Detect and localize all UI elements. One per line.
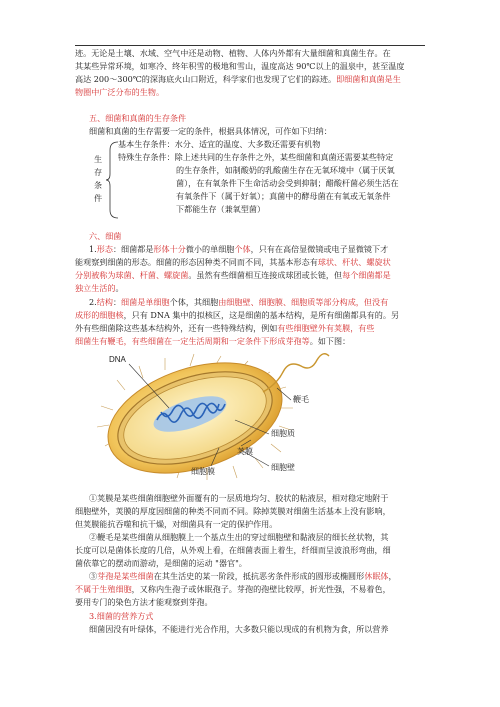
- intro-line-2: 其某些异常环境，如寒冷、终年积雪的极地和雪山，温度高达 90℃以上的温泉中，甚至温度: [75, 61, 405, 71]
- structure-paragraph: 2.结构：细菌是单细胞个体，其细胞由细胞壁、细胞膜、细胞质等部分构成，但没有 成形的细胞核，只有 DNA 集中的拟核区，这是细菌的基本结构，是所有细菌都具有的。另 外有些细菌除这些基本结构外，还有一些特殊结构，例如有些细胞壁外有荚膜，有些 细菌生有鞭毛，有些细菌在一定生活周期和一定条件下形成芽孢等。如下图：: [75, 297, 400, 346]
- basic-condition: 基本生存条件：水分、适宜的温度、大多数还需要有机物: [118, 139, 321, 149]
- nutrition-title: 3.细菌的营养方式: [89, 611, 154, 621]
- note-capsule: ①荚膜是某些细菌细胞壁外面覆有的一层质地均匀、胶状的粘液层，相对稳定地附于 细胞壁外，荚膜的厚度因细菌的种类不同而不同。除掉荚膜对细菌生活基本上没有影响， 但荚膜能抗吞噬和抗干燥，对细菌具有一定的保护作用。: [75, 493, 391, 529]
- top-rule: [75, 45, 425, 46]
- label-membrane: 细胞膜: [191, 467, 215, 476]
- special-condition-4: 有氧条件下（属于好氧）；真菌中的酵母菌在有氧或无氧条件: [176, 191, 391, 201]
- label-capsule: 荚膜: [237, 447, 253, 456]
- shape-paragraph: 1.形态：细菌都是形体十分微小的单细胞个体，只有在高倍显微镜或电子显微镜下才 能观察到细菌的形态。细菌的形态因种类不同而不同，其基本形态有球状、杆状、螺旋状 分别被称为球菌、杆菌、螺旋菌。虽然有些细菌相互连接成球团或长链，但每个细菌都是 独立生活的。: [75, 244, 391, 293]
- special-condition-2: 的生存条件，如制酸奶的乳酸菌生存在无氧环境中（属于厌氧: [176, 165, 395, 175]
- nutrition-line-1: 细菌因没有叶绿体，不能进行光合作用，大多数只能以现成的有机物为食，所以营养: [89, 624, 389, 634]
- note-spore: ③芽孢是某些细菌在其生活史的某一阶段，抵抗恶劣条件形成的圆形或椭圆形休眠体， 不属于生殖细胞，又称内生孢子或休眠孢子。芽孢的孢壁比较厚，折光性强，不易着色， 要用专门的染色方法才能观察到芽孢。: [75, 571, 397, 607]
- label-dna: DNA: [109, 355, 126, 364]
- section5-lead: 细菌和真菌的生存需要一定的条件，根据具体情况，可作如下归纳：: [89, 126, 332, 136]
- brace-label: 生 存 条 件: [94, 154, 103, 203]
- intro-paragraph: [75, 47, 425, 99]
- intro-line-4: 物圈中广泛分布的生物。: [75, 87, 165, 97]
- label-flagellum: 鞭毛: [293, 395, 309, 404]
- special-condition-1: 特殊生存条件：除上述共同的生存条件之外，某些细菌和真菌还需要某些特定: [118, 152, 394, 162]
- note-flagellum: ②鞭毛是某些细菌从细胞膜上一个基点生出的穿过细胞壁和黏液层的细长丝状物，其 长度可以是菌体长度的几倍，从外观上看，在细菌表面上着生，纤细而呈波浪形弯曲，细 菌依靠它的摆动而游动，是细菌的运动 "器官"。: [75, 532, 391, 568]
- special-condition-5: 下都能生存（兼氧型菌）: [176, 204, 266, 214]
- special-condition-3: 菌），在有氧条件下生命活动会受到抑制；醋酸杆菌必须生活在: [176, 178, 399, 188]
- section5-title: 五、细菌和真菌的生存条件: [89, 113, 187, 123]
- label-cell-wall: 细胞壁: [271, 463, 295, 472]
- intro-line-1: 迹。无论是土壤、水域、空气中还是动物、植物、人体内外都有大量细菌和真菌生存。在: [75, 48, 391, 58]
- bacterium-diagram: [95, 350, 415, 490]
- section6-title: 六、细菌: [89, 231, 122, 241]
- label-cytoplasm: 细胞质: [271, 429, 295, 438]
- intro-line-3: 高达 200～300℃的深海底火山口附近，科学家们也发现了它们的踪迹。即细菌和真菌是生: [75, 74, 401, 84]
